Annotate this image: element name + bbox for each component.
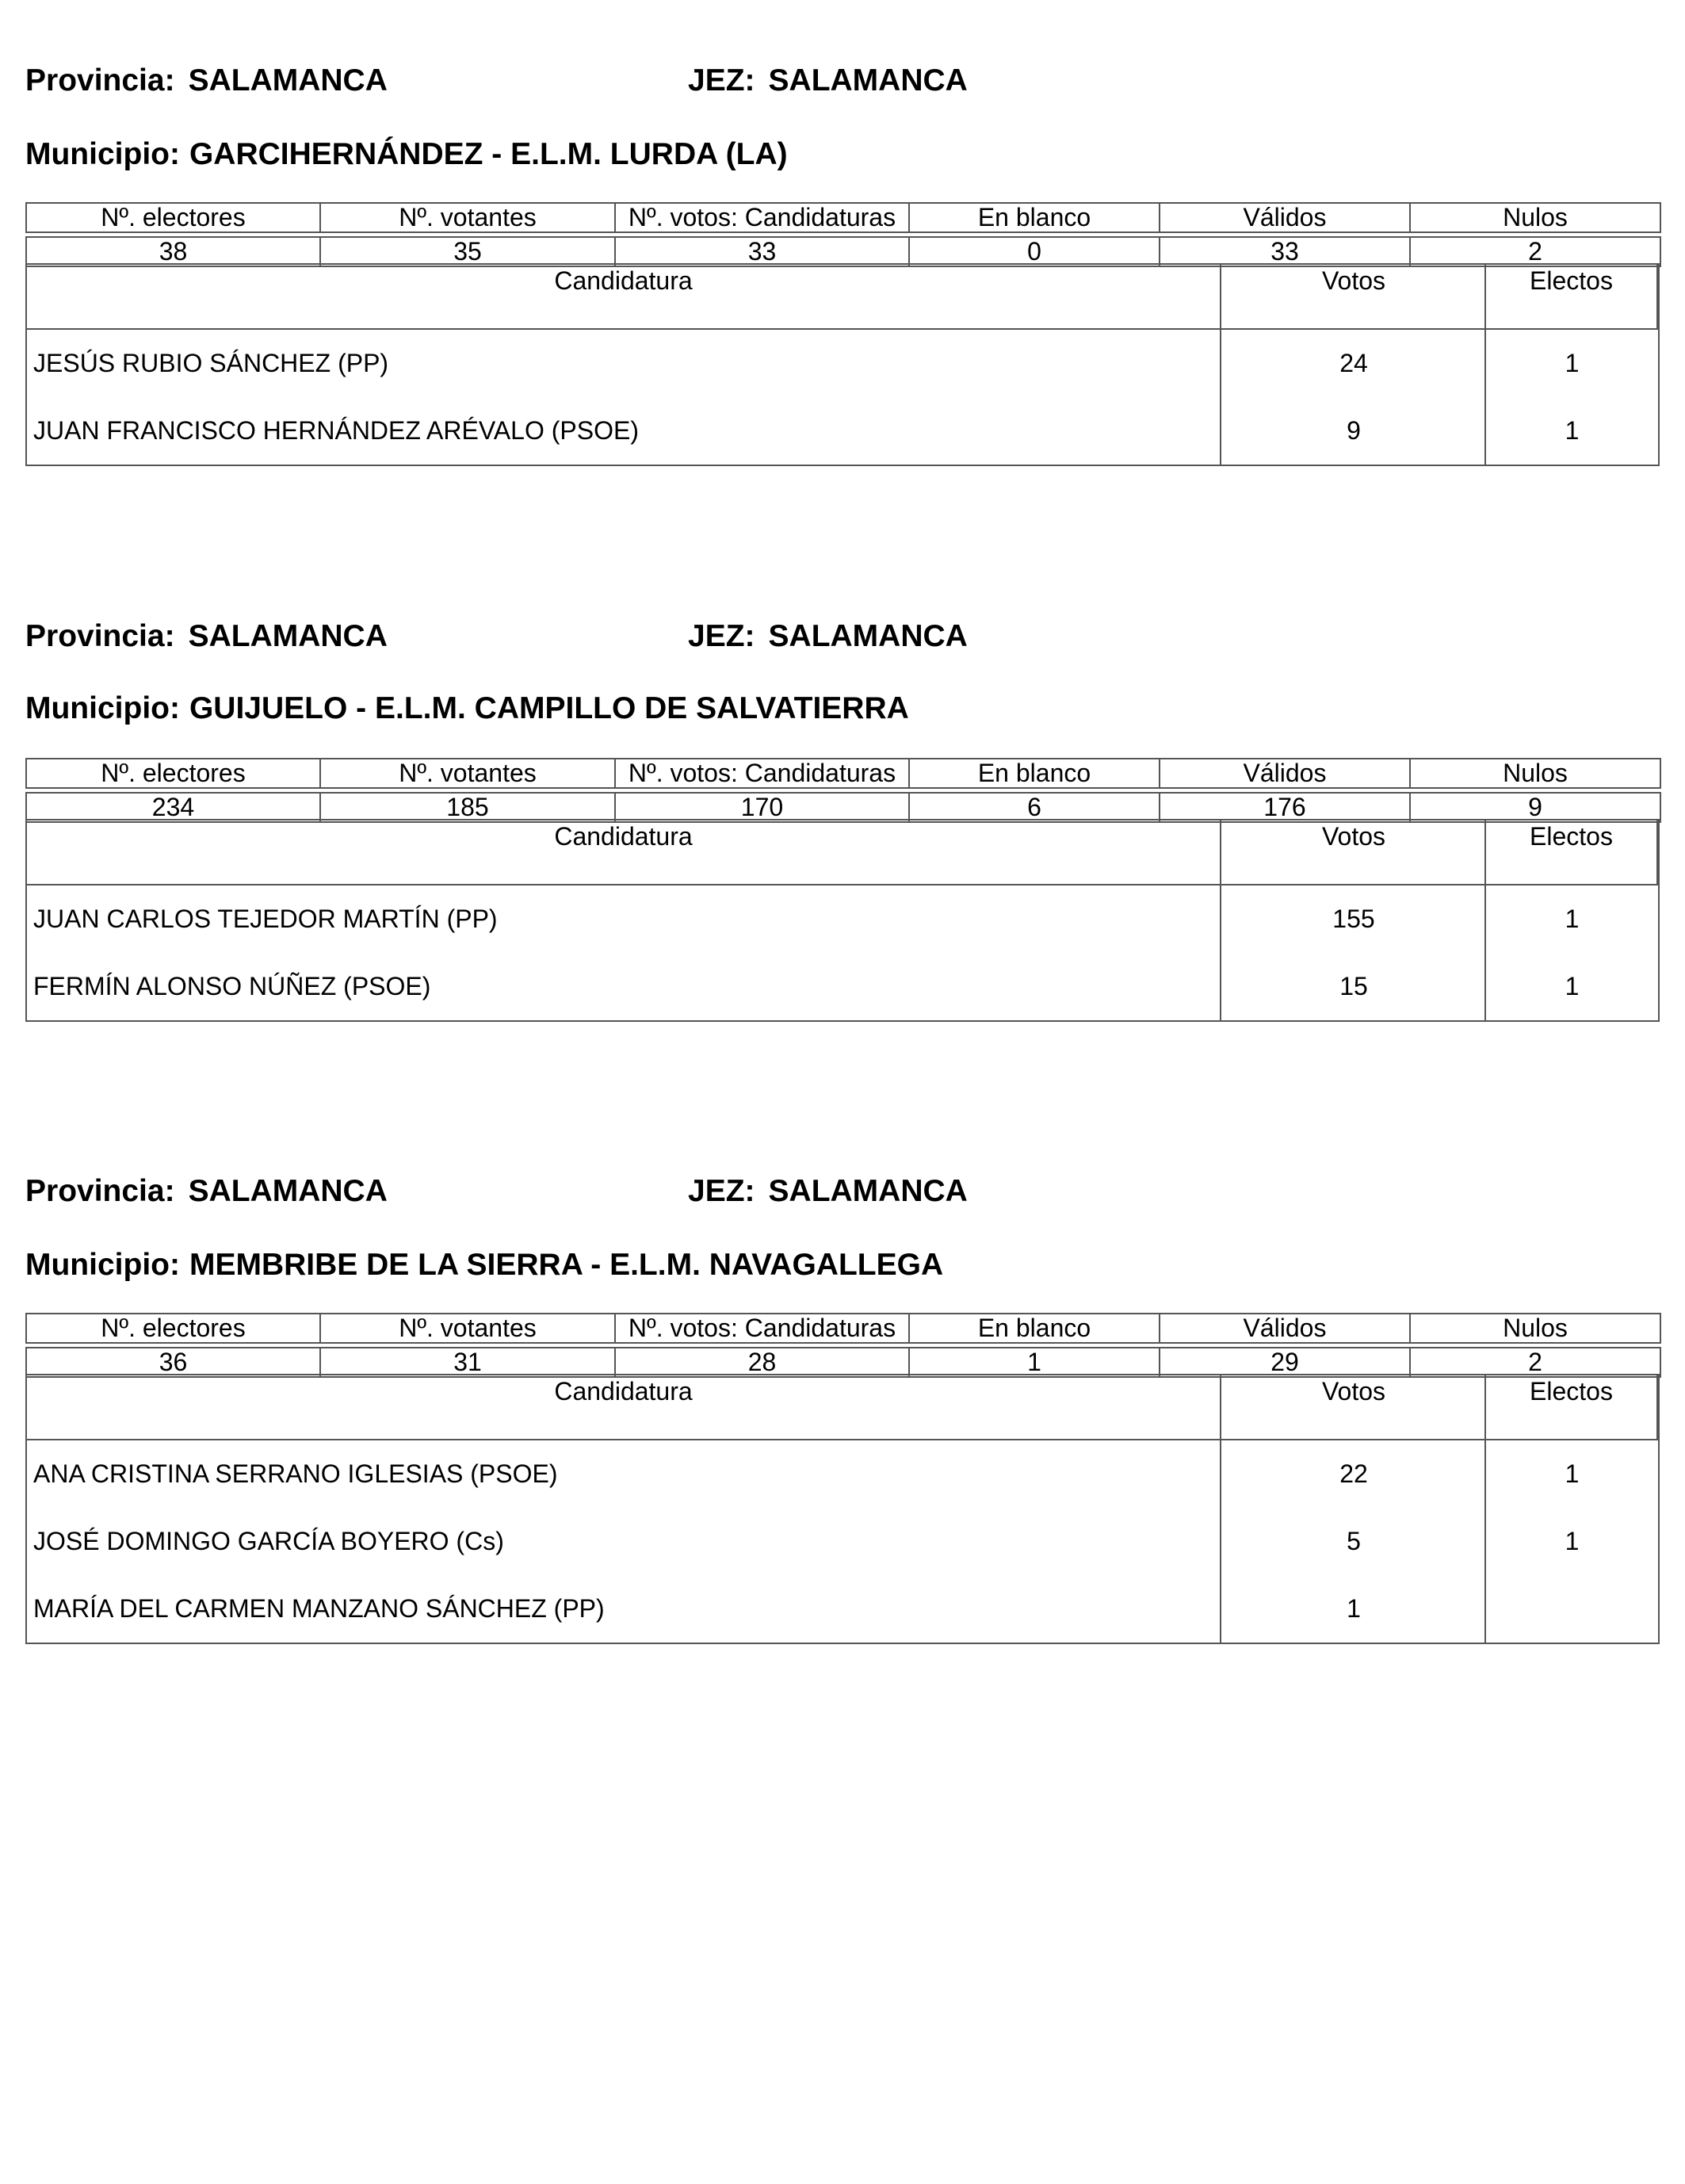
municipio-value: MEMBRIBE DE LA SIERRA - E.L.M. NAVAGALLEGA: [189, 1248, 944, 1282]
jez-value: SALAMANCA: [768, 63, 968, 98]
jez-group: [688, 61, 968, 101]
municipio-value: GARCIHERNÁNDEZ - E.L.M. LURDA (LA): [189, 137, 788, 171]
jez-label: JEZ:: [688, 1174, 755, 1208]
candidates-table: [25, 263, 1660, 466]
candidate-name: FERMÍN ALONSO NÚÑEZ (PSOE): [33, 972, 431, 1000]
candidate-votos: 9: [1220, 397, 1486, 465]
stat-value-nulos: 9: [1410, 793, 1660, 822]
provincia-line: [25, 617, 968, 656]
stats-value-row: [26, 1348, 1660, 1377]
provincia-value: SALAMANCA: [188, 1174, 388, 1208]
candidate-row: [27, 885, 1658, 953]
stat-header-en-blanco: En blanco: [909, 203, 1160, 232]
provincia-line: [25, 1172, 968, 1211]
stat-value-validos: 33: [1160, 237, 1410, 266]
stat-header-validos: Válidos: [1160, 1314, 1410, 1343]
stat-value-en-blanco: 6: [909, 793, 1160, 822]
candidate-electos: 1: [1484, 1508, 1658, 1575]
candidates-header: [27, 1375, 1658, 1440]
municipio-label: Municipio:: [25, 691, 180, 725]
provincia-line: [25, 61, 968, 101]
provincia-value: SALAMANCA: [188, 63, 388, 98]
stat-header-en-blanco: En blanco: [909, 759, 1160, 788]
jez-label: JEZ:: [688, 619, 755, 653]
candidate-votos: 1: [1220, 1575, 1486, 1643]
candidate-votos: 22: [1220, 1440, 1486, 1508]
header-votos: Votos: [1220, 1375, 1486, 1439]
municipio-line: [25, 689, 909, 729]
header-candidatura: Candidatura: [554, 1377, 693, 1406]
stats-table: [25, 202, 1661, 267]
candidate-electos: 1: [1484, 330, 1658, 397]
stat-value-nulos: 2: [1410, 1348, 1660, 1377]
provincia-label: Provincia:: [25, 63, 175, 98]
stats-header-row: [26, 203, 1660, 232]
stats-value-row: [26, 793, 1660, 822]
candidate-name: JUAN FRANCISCO HERNÁNDEZ ARÉVALO (PSOE): [33, 416, 639, 445]
jez-value: SALAMANCA: [768, 619, 968, 653]
candidate-row: [27, 1508, 1658, 1575]
header-votos: Votos: [1220, 820, 1486, 884]
stat-value-validos: 29: [1160, 1348, 1410, 1377]
stat-header-validos: Válidos: [1160, 759, 1410, 788]
provincia-label: Provincia:: [25, 619, 175, 653]
stat-value-en-blanco: 1: [909, 1348, 1160, 1377]
municipio-label: Municipio:: [25, 137, 180, 171]
candidates-table: [25, 1374, 1660, 1644]
header-electos: Electos: [1484, 265, 1658, 330]
candidate-electos: [1484, 1575, 1658, 1643]
stat-value-votos-candidaturas: 28: [615, 1348, 909, 1377]
stats-table: [25, 1313, 1661, 1378]
stat-value-votantes: 35: [320, 237, 615, 266]
candidates-header: [27, 820, 1658, 885]
candidate-electos: 1: [1484, 397, 1658, 465]
candidate-name: JESÚS RUBIO SÁNCHEZ (PP): [33, 349, 389, 377]
candidate-name: MARÍA DEL CARMEN MANZANO SÁNCHEZ (PP): [33, 1594, 605, 1623]
municipio-line: [25, 135, 788, 174]
stats-value-row: [26, 237, 1660, 266]
stat-header-electores: Nº. electores: [26, 203, 320, 232]
candidate-votos: 155: [1220, 885, 1486, 953]
header-electos: Electos: [1484, 1375, 1658, 1440]
jez-group: [688, 1172, 968, 1211]
stat-header-nulos: Nulos: [1410, 1314, 1660, 1343]
stat-header-en-blanco: En blanco: [909, 1314, 1160, 1343]
stat-header-validos: Válidos: [1160, 203, 1410, 232]
stat-header-nulos: Nulos: [1410, 203, 1660, 232]
stat-value-electores: 38: [26, 237, 320, 266]
candidate-name: JOSÉ DOMINGO GARCÍA BOYERO (Cs): [33, 1527, 504, 1555]
stats-table: [25, 758, 1661, 823]
candidates-table: [25, 819, 1660, 1022]
stat-value-votantes: 31: [320, 1348, 615, 1377]
stat-header-votos-candidaturas: Nº. votos: Candidaturas: [615, 759, 909, 788]
stat-header-votantes: Nº. votantes: [320, 759, 615, 788]
candidate-name: JUAN CARLOS TEJEDOR MARTÍN (PP): [33, 905, 498, 933]
header-votos: Votos: [1220, 265, 1486, 328]
stats-header-row: [26, 759, 1660, 788]
candidate-electos: 1: [1484, 1440, 1658, 1508]
stat-value-en-blanco: 0: [909, 237, 1160, 266]
candidates-header: [27, 265, 1658, 330]
jez-label: JEZ:: [688, 63, 755, 98]
stat-header-electores: Nº. electores: [26, 759, 320, 788]
candidate-votos: 24: [1220, 330, 1486, 397]
stat-value-votantes: 185: [320, 793, 615, 822]
municipio-label: Municipio:: [25, 1248, 180, 1282]
municipio-value: GUIJUELO - E.L.M. CAMPILLO DE SALVATIERRA: [189, 691, 909, 725]
candidate-row: [27, 953, 1658, 1020]
header-electos: Electos: [1484, 820, 1658, 885]
candidate-votos: 5: [1220, 1508, 1486, 1575]
stat-value-nulos: 2: [1410, 237, 1660, 266]
stat-value-votos-candidaturas: 170: [615, 793, 909, 822]
stat-header-votantes: Nº. votantes: [320, 203, 615, 232]
stat-header-nulos: Nulos: [1410, 759, 1660, 788]
candidate-electos: 1: [1484, 885, 1658, 953]
candidate-row: [27, 397, 1658, 465]
candidate-row: [27, 1575, 1658, 1643]
candidate-row: [27, 1440, 1658, 1508]
header-candidatura: Candidatura: [554, 822, 693, 851]
candidate-row: [27, 330, 1658, 397]
provincia-label: Provincia:: [25, 1174, 175, 1208]
stat-header-votos-candidaturas: Nº. votos: Candidaturas: [615, 203, 909, 232]
stat-header-votos-candidaturas: Nº. votos: Candidaturas: [615, 1314, 909, 1343]
stats-header-row: [26, 1314, 1660, 1343]
candidate-votos: 15: [1220, 953, 1486, 1020]
stat-value-validos: 176: [1160, 793, 1410, 822]
stat-header-votantes: Nº. votantes: [320, 1314, 615, 1343]
header-candidatura: Candidatura: [554, 266, 693, 295]
stat-value-votos-candidaturas: 33: [615, 237, 909, 266]
stat-header-electores: Nº. electores: [26, 1314, 320, 1343]
stat-value-electores: 234: [26, 793, 320, 822]
stat-value-electores: 36: [26, 1348, 320, 1377]
jez-group: [688, 617, 968, 656]
jez-value: SALAMANCA: [768, 1174, 968, 1208]
candidate-electos: 1: [1484, 953, 1658, 1020]
provincia-value: SALAMANCA: [188, 619, 388, 653]
candidate-name: ANA CRISTINA SERRANO IGLESIAS (PSOE): [33, 1459, 558, 1488]
municipio-line: [25, 1245, 943, 1285]
